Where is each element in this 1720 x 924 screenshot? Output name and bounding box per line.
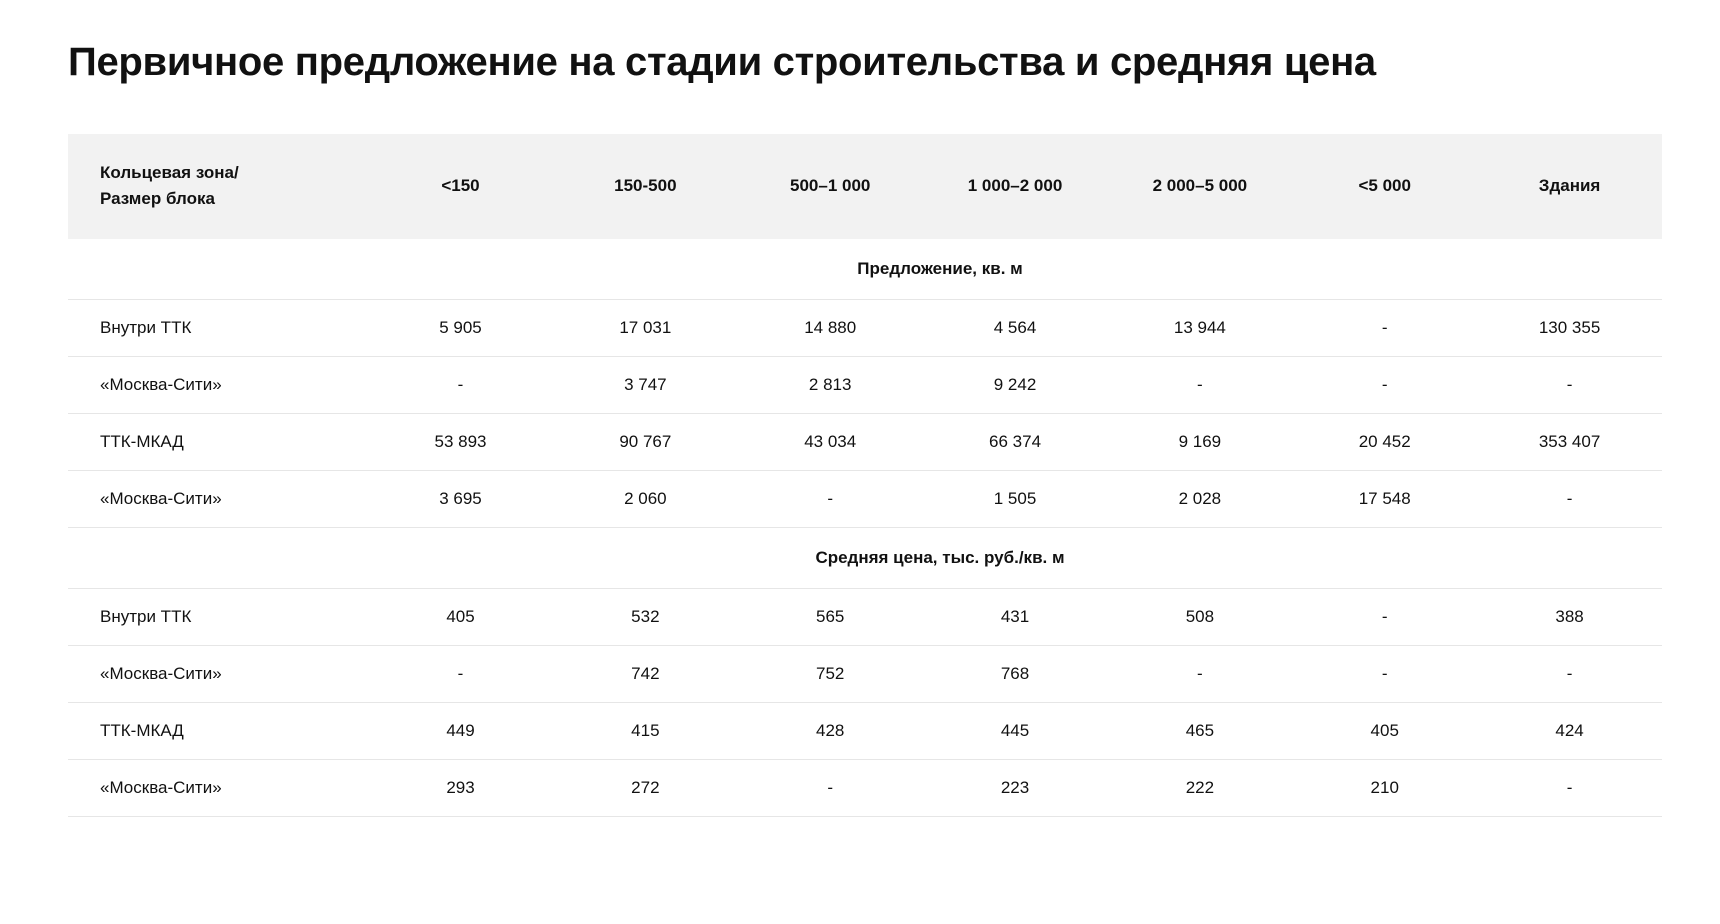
table-cell: -	[1107, 645, 1292, 702]
row-label: Внутри ТТК	[68, 299, 368, 356]
table-cell: 2 813	[738, 356, 923, 413]
table-cell: 66 374	[923, 413, 1108, 470]
table-cell: 17 031	[553, 299, 738, 356]
table-cell: 2 028	[1107, 470, 1292, 527]
table-cell: 405	[1292, 702, 1477, 759]
corner-header-line-1: Кольцевая зона/	[100, 163, 239, 182]
table-cell: 223	[923, 759, 1108, 816]
table-cell: 353 407	[1477, 413, 1662, 470]
table-row	[68, 413, 1662, 470]
table-cell: -	[1292, 588, 1477, 645]
page-title: Первичное предложение на стадии строительства и средняя цена	[68, 40, 1376, 84]
table-row	[68, 759, 1662, 816]
table-cell: 210	[1292, 759, 1477, 816]
table-cell: 20 452	[1292, 413, 1477, 470]
table-cell: -	[1477, 645, 1662, 702]
offer-and-price-table	[68, 134, 1662, 817]
table-cell: -	[738, 470, 923, 527]
table-cell: 465	[1107, 702, 1292, 759]
table-cell: 742	[553, 645, 738, 702]
row-label: «Москва-Сити»	[68, 470, 368, 527]
table-cell: 272	[553, 759, 738, 816]
table-cell: -	[1477, 470, 1662, 527]
table-row	[68, 588, 1662, 645]
section-title-cell	[68, 239, 1662, 300]
table-cell: 14 880	[738, 299, 923, 356]
table-cell: -	[1107, 356, 1292, 413]
table-corner-header	[68, 134, 368, 239]
table-cell: 424	[1477, 702, 1662, 759]
row-label: Внутри ТТК	[68, 588, 368, 645]
table-cell: 415	[553, 702, 738, 759]
table-cell: 9 242	[923, 356, 1108, 413]
column-header-0: <150	[441, 176, 480, 196]
table-cell: 3 695	[368, 470, 553, 527]
column-header-6: Здания	[1538, 176, 1601, 196]
table-cell: 1 505	[923, 470, 1108, 527]
column-header-3: 1 000–2 000	[967, 176, 1063, 196]
table-row	[68, 702, 1662, 759]
row-label: «Москва-Сити»	[68, 645, 368, 702]
table-cell: 13 944	[1107, 299, 1292, 356]
table-cell: 17 548	[1292, 470, 1477, 527]
table-cell: -	[738, 759, 923, 816]
table-cell: 445	[923, 702, 1108, 759]
row-label: «Москва-Сити»	[68, 759, 368, 816]
table-header	[68, 134, 1662, 239]
section-title-row	[68, 527, 1662, 588]
table-cell: -	[368, 645, 553, 702]
row-label: «Москва-Сити»	[68, 356, 368, 413]
table-cell: -	[1477, 759, 1662, 816]
table-header-row	[68, 134, 1662, 239]
column-header-2: 500–1 000	[790, 176, 871, 196]
column-header-1: 150-500	[614, 176, 677, 196]
table-cell: 752	[738, 645, 923, 702]
table-cell: 532	[553, 588, 738, 645]
section-title-row	[68, 239, 1662, 300]
table-cell: 449	[368, 702, 553, 759]
table-cell: -	[1292, 356, 1477, 413]
table-cell: 5 905	[368, 299, 553, 356]
table-cell: 565	[738, 588, 923, 645]
table-cell: -	[368, 356, 553, 413]
table-cell: 3 747	[553, 356, 738, 413]
table-row	[68, 470, 1662, 527]
table-cell: 431	[923, 588, 1108, 645]
table-cell: 9 169	[1107, 413, 1292, 470]
row-label: ТТК-МКАД	[68, 702, 368, 759]
row-label: ТТК-МКАД	[68, 413, 368, 470]
column-header-4: 2 000–5 000	[1152, 176, 1248, 196]
table-cell: 405	[368, 588, 553, 645]
table-cell: 293	[368, 759, 553, 816]
table-row	[68, 356, 1662, 413]
table-cell: -	[1292, 645, 1477, 702]
table-cell: 130 355	[1477, 299, 1662, 356]
table-row	[68, 299, 1662, 356]
table-cell: 508	[1107, 588, 1292, 645]
section-title-text: Средняя цена, тыс. руб./кв. м	[815, 547, 1065, 567]
section-title-text: Предложение, кв. м	[857, 258, 1023, 278]
table-cell: 768	[923, 645, 1108, 702]
table-cell: 43 034	[738, 413, 923, 470]
corner-header-line-2: Размер блока	[100, 189, 215, 209]
table-cell: -	[1477, 356, 1662, 413]
table-cell: -	[1292, 299, 1477, 356]
table-cell: 222	[1107, 759, 1292, 816]
column-header-5: <5 000	[1358, 176, 1411, 196]
table-cell: 2 060	[553, 470, 738, 527]
section-title-cell	[68, 527, 1662, 588]
table-body	[68, 239, 1662, 817]
table-cell: 4 564	[923, 299, 1108, 356]
table-cell: 53 893	[368, 413, 553, 470]
table-cell: 428	[738, 702, 923, 759]
table-row	[68, 645, 1662, 702]
table-cell: 90 767	[553, 413, 738, 470]
table-cell: 388	[1477, 588, 1662, 645]
